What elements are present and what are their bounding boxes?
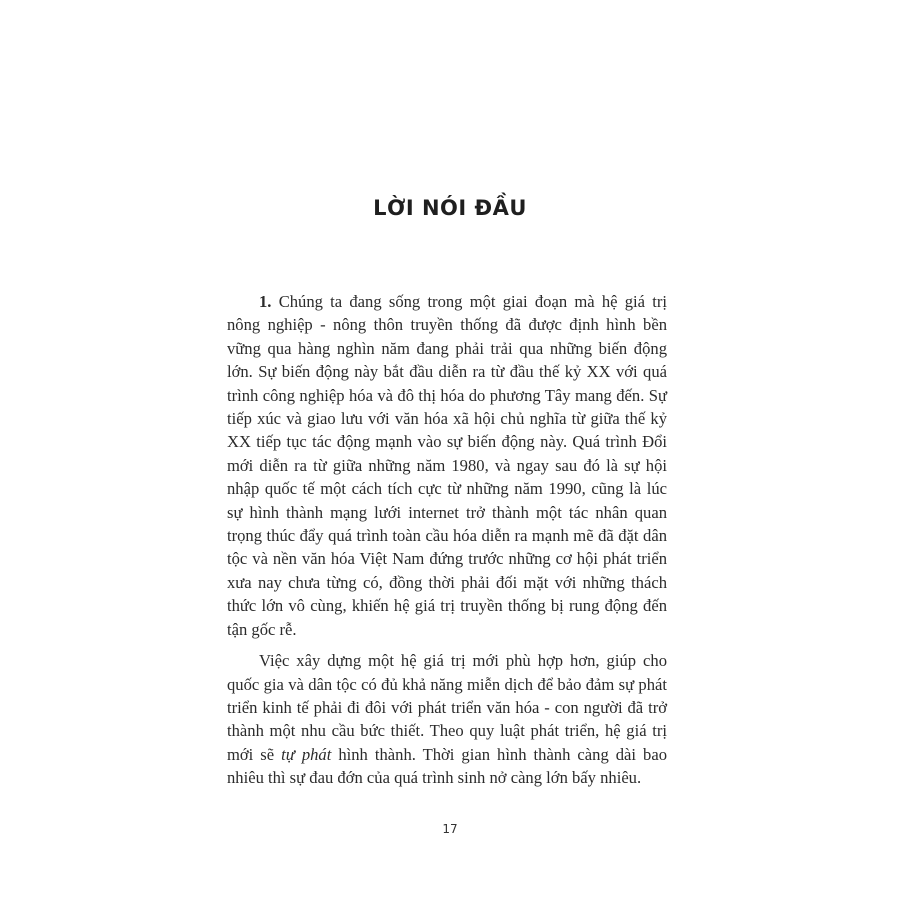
paragraph-1-text: Chúng ta đang sống trong một giai đoạn mà hệ giá trị nông nghiệp - nông thôn truyền thống đã được định hình bền vững qua hàng nghìn năm đang phải trải qua những biến động lớn. Sự biến động này bắt đầu diễn ra từ đầu thế kỷ XX với quá trình công nghiệp hóa và đô thị hóa do phương Tây mang đến. Sự tiếp xúc và giao lưu với văn hóa xã hội chủ nghĩa từ giữa thế kỷ XX tiếp tục tác động mạnh vào sự biến động này. Quá trình Đổi mới diễn ra từ giữa những năm 1980, và ngay sau đó là sự hội nhập quốc tế một cách tích cực từ những năm 1990, cũng là lúc sự hình thành mạng lưới internet trở thành một tác nhân quan trọng thúc đẩy quá trình toàn cầu hóa diễn ra mạnh mẽ đã đặt dân tộc và nền văn hóa Việt Nam đứng trước những cơ hội phát triển xưa nay chưa từng có, đồng thời phải đối mặt với những thách thức lớn vô cùng, khiến hệ giá trị truyền thống bị rung động đến tận gốc rễ. <box>227 292 667 639</box>
emphasis-text: tự phát <box>281 744 332 764</box>
paragraph-2 <box>227 649 667 789</box>
page-number: 17 <box>442 822 458 836</box>
paragraph-number: 1. <box>259 292 272 311</box>
body-text <box>227 290 667 790</box>
paragraph-2-text-after: hình thành. Thời gian hình thành càng dài bao nhiêu thì sự đau đớn của quá trình sinh nở càng lớn bấy nhiêu. <box>227 744 667 788</box>
chapter-title: LỜI NÓI ĐẦU <box>373 196 527 220</box>
paragraph-1 <box>227 290 667 641</box>
paragraph-2-text-before: Việc xây dựng một hệ giá trị mới phù hợp hơn, giúp cho quốc gia và dân tộc có đủ khả năng miễn dịch để bảo đảm sự phát triển kinh tế phải đi đôi với phát triển văn hóa - con người đã trở thành một nhu cầu bức thiết. Theo quy luật phát triển, hệ giá trị mới sẽ <box>227 651 667 764</box>
